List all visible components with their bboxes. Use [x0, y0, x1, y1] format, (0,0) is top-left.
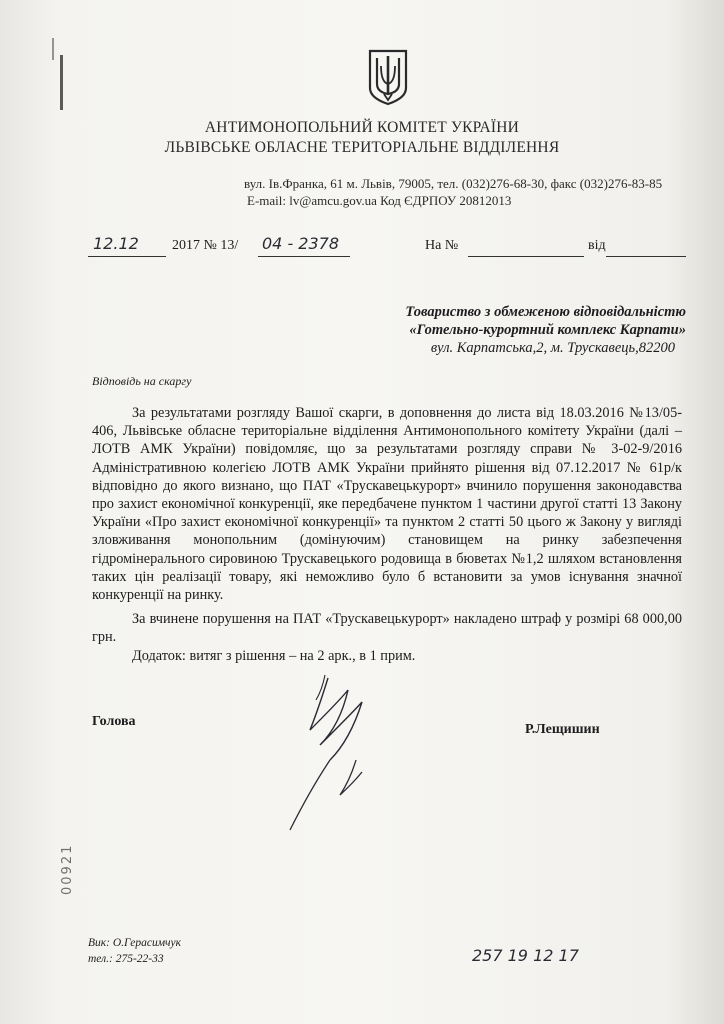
letter-body — [92, 404, 682, 665]
outgoing-year-prefix: 2017 № 13/ — [172, 238, 239, 253]
body-paragraph-3: Додаток: витяг з рішення – на 2 арк., в 1 прим. — [132, 647, 416, 664]
handwritten-registration: 257 19 12 17 — [472, 946, 579, 965]
signatory-name: Р.Лещишин — [525, 722, 600, 737]
scan-mark — [60, 55, 63, 110]
reference-date-line — [606, 256, 686, 257]
outgoing-date: 12.12 — [93, 234, 139, 253]
organization-email-code: E-mail: lv@amcu.gov.ua Код ЄДРПОУ 20812013 — [247, 193, 512, 208]
body-paragraph-2: За вчинене порушення на ПАТ «Трускавецькурорт» накладено штраф у розмірі 68 000,00 грн. — [92, 611, 682, 646]
reference-number-line — [468, 256, 584, 257]
outgoing-number: 04 - 2378 — [262, 234, 340, 253]
recipient-line-1: Товариство з обмеженою відповідальністю — [405, 304, 686, 320]
reference-date-label: від — [588, 238, 606, 253]
department-name: ЛЬВІВСЬКЕ ОБЛАСНЕ ТЕРИТОРІАЛЬНЕ ВІДДІЛЕННЯ — [164, 139, 560, 156]
scan-mark — [52, 38, 54, 60]
signatory-title: Голова — [92, 714, 136, 729]
side-registration-number: 00921 — [60, 843, 75, 895]
organization-address: вул. Ів.Франка, 61 м. Львів, 79005, тел. (032)276-68-30, факс (032)276-83-85 — [244, 176, 663, 191]
executor-name: Вик: О.Герасимчук — [88, 937, 182, 949]
reference-number-label: На № — [425, 238, 459, 253]
number-underline — [258, 256, 350, 257]
letter-subject: Відповідь на скаргу — [92, 374, 192, 388]
organization-name: АНТИМОНОПОЛЬНИЙ КОМІТЕТ УКРАЇНИ — [204, 119, 520, 136]
executor-phone: тел.: 275-22-33 — [88, 953, 164, 965]
recipient-address: вул. Карпатська,2, м. Трускавець,82200 — [430, 340, 675, 356]
body-paragraph-1: За результатами розгляду Вашої скарги, в доповнення до листа від 18.03.2016 №13/05-406, Львівське обласне територіальне відділення Антимонопольного комітету України (далі – ЛОТВ АМК України) повідомляє, що за результатами розгляду справи № 3-02-9/2016 Адміністративною колегією ЛОТВ АМК України прийнято рішення від 07.12.2017 № 61р/к відповідно до якого визнано, що ПАТ «Трускавецькурорт» вчинило порушення законодавства про захист економічної конкуренції, яке передбачене пунктом 1 частини другої статті 13 Закону України «Про захист економічної конкуренції» та пунктом 2 статті 50 цього ж Закону у вигляді зловживання монопольним (домінуючим) становищем на ринку забезпечення гідромінерального сировиною Трускавецького родовища в бюветах №1,2 шляхом встановлення таких цін реалізації товару, які неможливо було б встановити за умов існування значної конкуренції на ринку. — [92, 405, 682, 604]
coat-of-arms-icon — [366, 48, 410, 106]
date-underline — [88, 256, 166, 257]
signature-image — [270, 670, 410, 840]
recipient-line-2: «Готельно-курортний комплекс Карпати» — [409, 322, 686, 338]
